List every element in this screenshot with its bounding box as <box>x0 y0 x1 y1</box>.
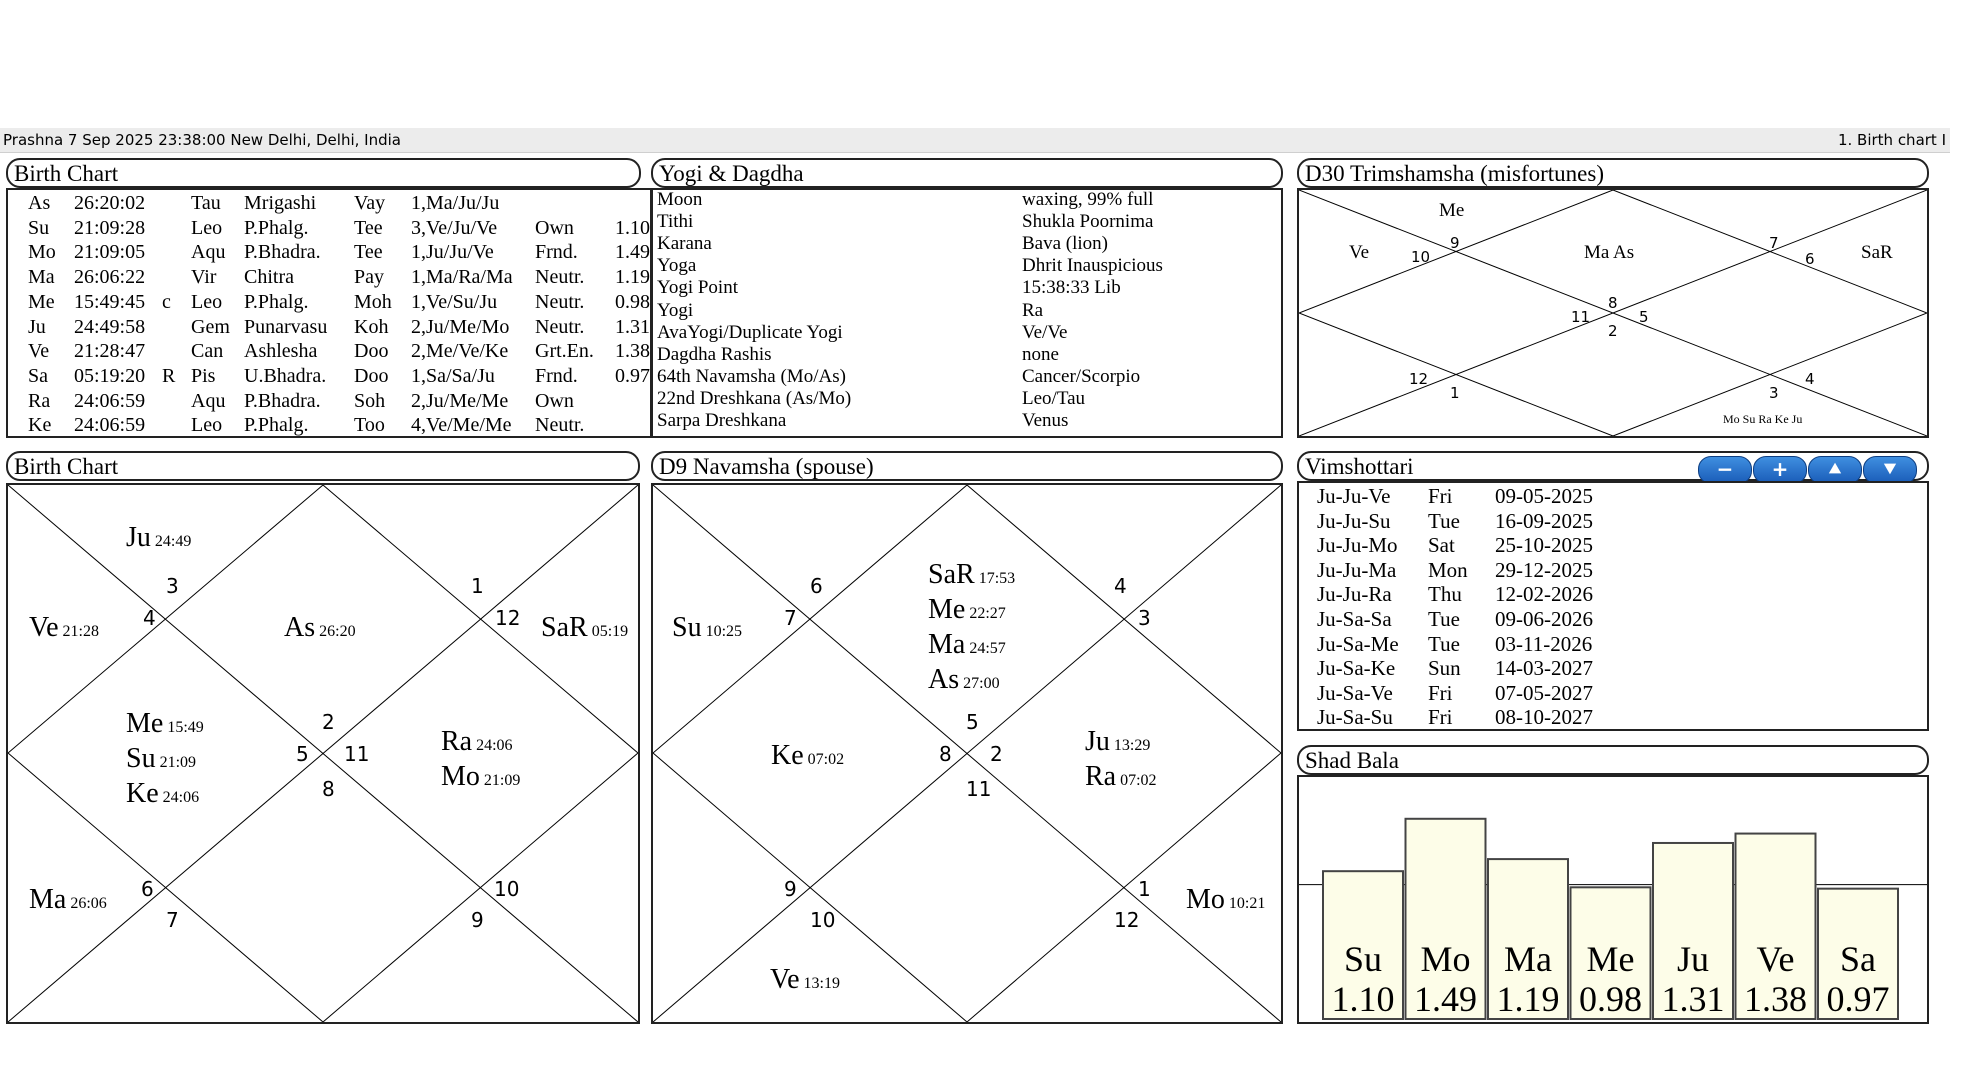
dasha-period[interactable]: Ju-Ju-Ra <box>1317 582 1392 607</box>
d9-chart-sign-label: 9 <box>784 877 797 901</box>
planet-table-cell: 2,Ju/Me/Me <box>411 389 509 412</box>
planet-table-cell: 0.97 <box>615 364 650 387</box>
yogi-label: Yogi Point <box>657 277 738 299</box>
planet-table-cell: Sa <box>28 364 48 387</box>
d30-chart[interactable] <box>1297 188 1929 438</box>
planet-degree: 24:49 <box>150 533 192 550</box>
planet-table-cell: P.Bhadra. <box>244 389 321 412</box>
yogi-label: Moon <box>657 189 703 210</box>
d9-chart-sign-label: 3 <box>1138 606 1151 630</box>
planet-name: Me <box>928 594 966 625</box>
planet-table-cell: R <box>162 364 176 387</box>
planet-table-cell: Neutr. <box>535 414 585 437</box>
pane-title-birth-table[interactable]: Birth Chart <box>6 158 641 188</box>
planet-table-cell: 15:49:45 <box>74 290 146 313</box>
birth-chart-sign-label: 3 <box>166 574 179 598</box>
planet-table-cell: 4,Ve/Me/Me <box>411 414 512 437</box>
dasha-weekday: Tue <box>1428 607 1460 631</box>
birth-chart-planet <box>29 613 99 647</box>
chart-tab-label[interactable]: 1. Birth chart I <box>1837 131 1946 149</box>
dasha-date: 14-03-2027 <box>1495 656 1593 681</box>
d9-chart-planet <box>1085 762 1157 796</box>
planet-table-cell: Doo <box>354 340 389 363</box>
shadbala-value-label: 1.49 <box>1414 979 1477 1019</box>
d9-chart-planet <box>1085 727 1150 761</box>
planet-degree: 05:19 <box>587 623 629 640</box>
shadbala-chart <box>1297 775 1929 1024</box>
planet-name: Ma <box>29 884 67 915</box>
planet-table-cell: 24:06:59 <box>74 414 146 437</box>
planet-table-cell: Ashlesha <box>244 340 318 363</box>
dasha-date: 07-05-2027 <box>1495 680 1593 705</box>
planet-table <box>6 188 652 438</box>
planet-name: Mo <box>1186 884 1225 915</box>
planet-table-cell: c <box>162 290 171 313</box>
yogi-label: 64th Navamsha (Mo/As) <box>657 365 846 387</box>
planet-table-cell: 2,Ju/Me/Mo <box>411 315 510 338</box>
d9-chart-planet <box>771 741 844 775</box>
yogi-label: Sarpa Dreshkana <box>657 410 787 431</box>
d9-chart-sign-label: 10 <box>810 908 836 932</box>
planet-name: Ra <box>441 726 473 757</box>
birth-chart-lines <box>8 485 638 1022</box>
planet-name: Ju <box>1085 726 1110 757</box>
planet-degree: 15:49 <box>163 719 204 736</box>
planet-table-cell: Vay <box>354 192 386 214</box>
planet-name: SaR <box>928 559 975 590</box>
planet-name: Ke <box>126 778 159 809</box>
yogi-value: waxing, 99% full <box>1022 189 1154 210</box>
planet-table-cell: Su <box>28 216 50 239</box>
birth-chart-sign-label: 7 <box>166 908 179 932</box>
planet-degree: 21:09 <box>479 772 521 789</box>
planet-degree: 24:06 <box>472 737 513 754</box>
planet-table-cell: 21:28:47 <box>74 340 146 363</box>
planet-name: Ju <box>126 522 151 553</box>
dasha-period[interactable]: Ju-Sa-Ke <box>1317 656 1396 681</box>
birth-chart-planet <box>29 885 107 919</box>
yogi-value: Leo/Tau <box>1022 387 1086 409</box>
yogi-value: Ve/Ve <box>1022 321 1068 343</box>
yogi-value: Cancer/Scorpio <box>1022 365 1141 387</box>
pane-title-d9[interactable]: D9 Navamsha (spouse) <box>651 451 1283 481</box>
yogi-label: AvaYogi/Duplicate Yogi <box>657 321 843 343</box>
planet-degree: 26:06 <box>66 895 107 912</box>
planet-degree: 27:00 <box>959 675 1000 692</box>
shadbala-value-label: 1.10 <box>1331 979 1395 1019</box>
d9-chart-planet <box>928 595 1006 629</box>
dasha-period[interactable]: Ju-Sa-Su <box>1317 705 1393 730</box>
d30-sign-label: 12 <box>1409 370 1429 388</box>
dasha-period[interactable]: Ju-Sa-Me <box>1317 631 1399 656</box>
pane-title-shadbala[interactable]: Shad Bala <box>1297 745 1929 775</box>
planet-table-cell: Neutr. <box>535 290 585 313</box>
dasha-date: 29-12-2025 <box>1495 557 1593 582</box>
d30-sign-label: 6 <box>1805 250 1815 268</box>
planet-degree: 24:06 <box>158 789 200 806</box>
planet-name: As <box>284 612 316 643</box>
birth-chart-sign-label: 5 <box>296 742 309 766</box>
planet-table-cell: P.Phalg. <box>244 216 309 239</box>
planet-table-cell: Vir <box>191 266 217 289</box>
pane-title-yogi[interactable]: Yogi & Dagdha <box>651 158 1283 188</box>
status-bar <box>0 128 1950 153</box>
shadbala-category-label: Ma <box>1504 939 1552 979</box>
d30-sign-label: 10 <box>1411 248 1431 266</box>
yogi-label: Dagdha Rashis <box>657 343 772 365</box>
birth-chart-planet <box>126 779 199 813</box>
planet-degree: 07:02 <box>1116 772 1157 789</box>
d9-chart-sign-label: 4 <box>1114 574 1127 598</box>
planet-table-cell: Punarvasu <box>244 315 328 338</box>
d30-sign-label: 5 <box>1639 308 1649 326</box>
d30-sign-label: 11 <box>1571 308 1591 326</box>
planet-degree: 07:02 <box>803 751 845 768</box>
planet-name: Su <box>126 743 156 774</box>
planet-name: Su <box>672 612 702 643</box>
planet-table-cell: 1.10 <box>615 216 650 239</box>
planet-table-cell: Tau <box>191 192 221 214</box>
shadbala-category-label: Me <box>1586 939 1635 979</box>
planet-table-cell: P.Phalg. <box>244 414 309 437</box>
pane-title-d30[interactable]: D30 Trimshamsha (misfortunes) <box>1297 158 1929 188</box>
planet-table-cell: Leo <box>191 290 223 313</box>
planet-name: Mo <box>441 761 480 792</box>
planet-table-cell: Moh <box>354 290 392 313</box>
birth-chart-planet <box>441 727 513 761</box>
planet-table-cell: Ra <box>28 389 51 412</box>
planet-degree: 13:19 <box>799 975 840 992</box>
d9-chart-planet <box>928 560 1015 594</box>
birth-chart-planet <box>126 709 204 743</box>
planet-table-cell: Mo <box>28 241 56 264</box>
dasha-date: 25-10-2025 <box>1495 533 1593 558</box>
dasha-date: 09-05-2025 <box>1495 484 1593 508</box>
planet-degree: 10:21 <box>1224 895 1266 912</box>
planet-table-cell: Too <box>354 414 385 437</box>
planet-table-cell: Aqu <box>191 241 226 264</box>
planet-degree: 13:29 <box>1109 737 1151 754</box>
birth-chart-sign-label: 4 <box>143 606 156 630</box>
yogi-value: none <box>1022 343 1059 365</box>
yogi-label: 22nd Dreshkana (As/Mo) <box>657 387 852 409</box>
birth-chart-sign-label: 11 <box>344 742 370 766</box>
planet-table-cell: Me <box>28 290 55 313</box>
planet-table-cell: 2,Me/Ve/Ke <box>411 340 509 363</box>
dasha-weekday: Thu <box>1428 582 1462 607</box>
planet-table-cell: 05:19:20 <box>74 364 146 387</box>
d9-chart-planet <box>770 965 840 999</box>
dasha-date: 09-06-2026 <box>1495 607 1593 631</box>
dasha-weekday: Sun <box>1428 656 1461 681</box>
d30-sign-label: 8 <box>1608 294 1618 312</box>
d30-sign-label: 4 <box>1805 370 1815 388</box>
dasha-period[interactable]: Ju-Ju-Su <box>1317 508 1391 533</box>
planet-table-cell: P.Phalg. <box>244 290 309 313</box>
d9-chart-planet <box>1186 885 1265 919</box>
planet-name: Ve <box>770 964 800 995</box>
d9-chart-planet <box>928 665 1000 699</box>
dasha-date: 12-02-2026 <box>1495 582 1593 607</box>
d9-chart-sign-label: 11 <box>966 777 992 801</box>
dasha-weekday: Fri <box>1428 705 1453 730</box>
dasha-date: 03-11-2026 <box>1495 631 1593 656</box>
planet-table-cell: Tee <box>354 241 383 264</box>
planet-degree: 10:25 <box>701 623 743 640</box>
dasha-weekday: Mon <box>1428 557 1468 582</box>
planet-table-cell: Pay <box>354 266 384 289</box>
planet-degree: 22:27 <box>965 605 1006 622</box>
yogi-table <box>651 188 1283 438</box>
d9-chart-sign-label: 2 <box>990 742 1003 766</box>
planet-table-cell: Aqu <box>191 389 226 412</box>
planet-table-cell: 1.31 <box>615 315 650 338</box>
dasha-weekday: Tue <box>1428 631 1460 656</box>
planet-table-cell: Ve <box>28 340 50 363</box>
planet-table-cell: 26:06:22 <box>74 266 146 289</box>
planet-table-cell: Grt.En. <box>535 340 594 363</box>
planet-table-cell: 3,Ve/Ju/Ve <box>411 216 498 239</box>
yogi-value: Shukla Poornima <box>1022 211 1154 233</box>
planet-table-cell: Frnd. <box>535 364 578 387</box>
shadbala-category-label: Su <box>1343 939 1383 979</box>
planet-table-cell: 1,Ve/Su/Ju <box>411 290 498 313</box>
birth-chart-planet <box>126 744 196 778</box>
planet-table-cell: Doo <box>354 364 389 387</box>
dasha-weekday: Sat <box>1428 533 1455 558</box>
dasha-period[interactable]: Ju-Sa-Ve <box>1317 680 1393 705</box>
planet-degree: 24:57 <box>965 640 1006 657</box>
pane-title-birth-chart[interactable]: Birth Chart <box>6 451 640 481</box>
yogi-label: Tithi <box>657 211 694 233</box>
yogi-label: Yogi <box>657 299 694 321</box>
dasha-period[interactable]: Ju-Ju-Ve <box>1317 484 1391 508</box>
planet-table-cell: Ke <box>28 414 52 437</box>
planet-table-cell: Neutr. <box>535 315 585 338</box>
birth-chart-planet <box>441 762 520 796</box>
planet-table-cell: Chitra <box>244 266 294 289</box>
planet-name: SaR <box>541 612 588 643</box>
birth-chart-sign-label: 6 <box>141 877 154 901</box>
collapse-button[interactable]: − <box>1698 456 1752 484</box>
planet-table-cell: Gem <box>191 315 230 338</box>
planet-table-cell: P.Bhadra. <box>244 241 321 264</box>
d9-chart-sign-label: 8 <box>939 742 952 766</box>
planet-table-cell: 1.38 <box>615 340 650 363</box>
birth-chart[interactable] <box>6 483 640 1024</box>
expand-button[interactable]: + <box>1753 456 1807 484</box>
d9-chart[interactable] <box>651 483 1283 1024</box>
birth-chart-sign-label: 1 <box>471 574 484 598</box>
up-arrow-button[interactable]: ⯅ <box>1808 456 1862 484</box>
planet-name: Ma <box>928 629 966 660</box>
d30-planet-right: SaR <box>1861 242 1893 263</box>
planet-table-cell: Neutr. <box>535 266 585 289</box>
d30-sign-label: 1 <box>1450 384 1460 402</box>
planet-table-cell: Tee <box>354 216 383 239</box>
planet-table-cell: 21:09:28 <box>74 216 146 239</box>
pane-title-vimshottari[interactable]: Vimshottari <box>1297 451 1929 481</box>
dasha-weekday: Fri <box>1428 484 1453 508</box>
planet-table-cell: Pis <box>191 364 216 387</box>
birth-chart-sign-label: 12 <box>495 606 521 630</box>
yogi-label: Karana <box>657 233 712 255</box>
dasha-date: 16-09-2025 <box>1495 508 1593 533</box>
planet-table-cell: Leo <box>191 414 223 437</box>
planet-name: Ke <box>771 740 804 771</box>
planet-table-cell: Mrigashi <box>244 192 317 214</box>
planet-table-cell: 1,Ju/Ju/Ve <box>411 241 494 264</box>
planet-table-cell: 1.49 <box>615 241 650 264</box>
dasha-period[interactable]: Ju-Ju-Mo <box>1317 533 1398 558</box>
planet-name: Ve <box>29 612 59 643</box>
d9-chart-sign-label: 12 <box>1114 908 1140 932</box>
planet-table-cell: 1,Ma/Ju/Ju <box>411 192 500 214</box>
shadbala-category-label: Mo <box>1420 939 1471 979</box>
shadbala-value-label: 1.31 <box>1661 979 1725 1019</box>
d9-chart-sign-label: 1 <box>1138 877 1151 901</box>
vimshottari-list[interactable] <box>1297 481 1929 731</box>
shadbala-value-label: 1.38 <box>1744 979 1807 1019</box>
planet-table-cell: 26:20:02 <box>74 192 146 214</box>
planet-degree: 17:53 <box>974 570 1016 587</box>
planet-table-cell: As <box>28 192 51 214</box>
planet-table-cell: 1,Sa/Sa/Ju <box>411 364 495 387</box>
planet-table-cell: 1.19 <box>615 266 650 289</box>
birth-chart-planet <box>541 613 628 647</box>
yogi-value: Venus <box>1022 410 1069 431</box>
dasha-weekday: Fri <box>1428 680 1453 705</box>
d9-chart-sign-label: 6 <box>810 574 823 598</box>
planet-degree: 21:09 <box>155 754 197 771</box>
birth-chart-planet <box>126 523 191 557</box>
birth-chart-sign-label: 2 <box>322 710 335 734</box>
planet-table-cell: Ju <box>28 315 46 338</box>
shadbala-category-label: Sa <box>1840 939 1876 979</box>
planet-table-cell: 24:06:59 <box>74 389 146 412</box>
yogi-value: 15:38:33 Lib <box>1022 277 1121 299</box>
d30-planet-bottom-right: Mo Su Ra Ke Ju <box>1723 412 1803 426</box>
planet-table-cell: Own <box>535 389 574 412</box>
d9-chart-sign-label: 7 <box>784 606 797 630</box>
planet-table-cell: 24:49:58 <box>74 315 146 338</box>
planet-table-cell: Ma <box>28 266 55 289</box>
birth-chart-sign-label: 9 <box>471 908 484 932</box>
dasha-date: 08-10-2027 <box>1495 705 1593 730</box>
planet-table-cell: Frnd. <box>535 241 578 264</box>
yogi-value: Dhrit Inauspicious <box>1022 255 1163 277</box>
shadbala-plot <box>1299 777 1927 1022</box>
shadbala-category-label: Ve <box>1756 939 1795 979</box>
planet-table-cell: 1,Ma/Ra/Ma <box>411 266 513 289</box>
planet-table-cell: 21:09:05 <box>74 241 146 264</box>
chart-info-text: Prashna 7 Sep 2025 23:38:00 New Delhi, Delhi, India <box>3 131 401 149</box>
planet-table-cell: Can <box>191 340 224 363</box>
dasha-period[interactable]: Ju-Sa-Sa <box>1317 607 1392 631</box>
planet-table-cell: U.Bhadra. <box>244 364 327 387</box>
d9-chart-planet <box>928 630 1006 664</box>
yogi-value: Ra <box>1022 299 1044 321</box>
yogi-value: Bava (lion) <box>1022 233 1109 255</box>
birth-chart-sign-label: 8 <box>322 777 335 801</box>
d30-sign-label: 7 <box>1769 234 1779 252</box>
shadbala-category-label: Ju <box>1676 939 1710 979</box>
shadbala-value-label: 0.97 <box>1826 979 1890 1019</box>
planet-table-cell: Soh <box>354 389 386 412</box>
dasha-period[interactable]: Ju-Ju-Ma <box>1317 557 1397 582</box>
planet-table-cell: Own <box>535 216 574 239</box>
d30-sign-label: 9 <box>1450 234 1460 252</box>
down-arrow-button[interactable]: ⯆ <box>1863 456 1917 484</box>
planet-name: As <box>928 664 960 695</box>
planet-name: Me <box>126 708 164 739</box>
yogi-label: Yoga <box>657 255 697 277</box>
d30-planet-left: Ve <box>1349 242 1370 263</box>
birth-chart-sign-label: 10 <box>494 877 520 901</box>
planet-table-cell: Leo <box>191 216 223 239</box>
d30-sign-label: 2 <box>1608 322 1618 340</box>
d9-chart-sign-label: 5 <box>966 710 979 734</box>
d9-chart-planet <box>672 613 742 647</box>
dasha-weekday: Tue <box>1428 508 1460 533</box>
planet-table-cell: 0.98 <box>615 290 650 313</box>
planet-degree: 21:28 <box>58 623 99 640</box>
shadbala-value-label: 0.98 <box>1579 979 1642 1019</box>
birth-chart-planet <box>284 613 356 647</box>
d30-planet-center: Ma As <box>1584 242 1635 263</box>
shadbala-value-label: 1.19 <box>1496 979 1560 1019</box>
planet-table-cell: Koh <box>354 315 389 338</box>
d30-planet-top: Me <box>1439 200 1465 221</box>
planet-degree: 26:20 <box>315 623 356 640</box>
planet-name: Ra <box>1085 761 1117 792</box>
d30-sign-label: 3 <box>1769 384 1779 402</box>
